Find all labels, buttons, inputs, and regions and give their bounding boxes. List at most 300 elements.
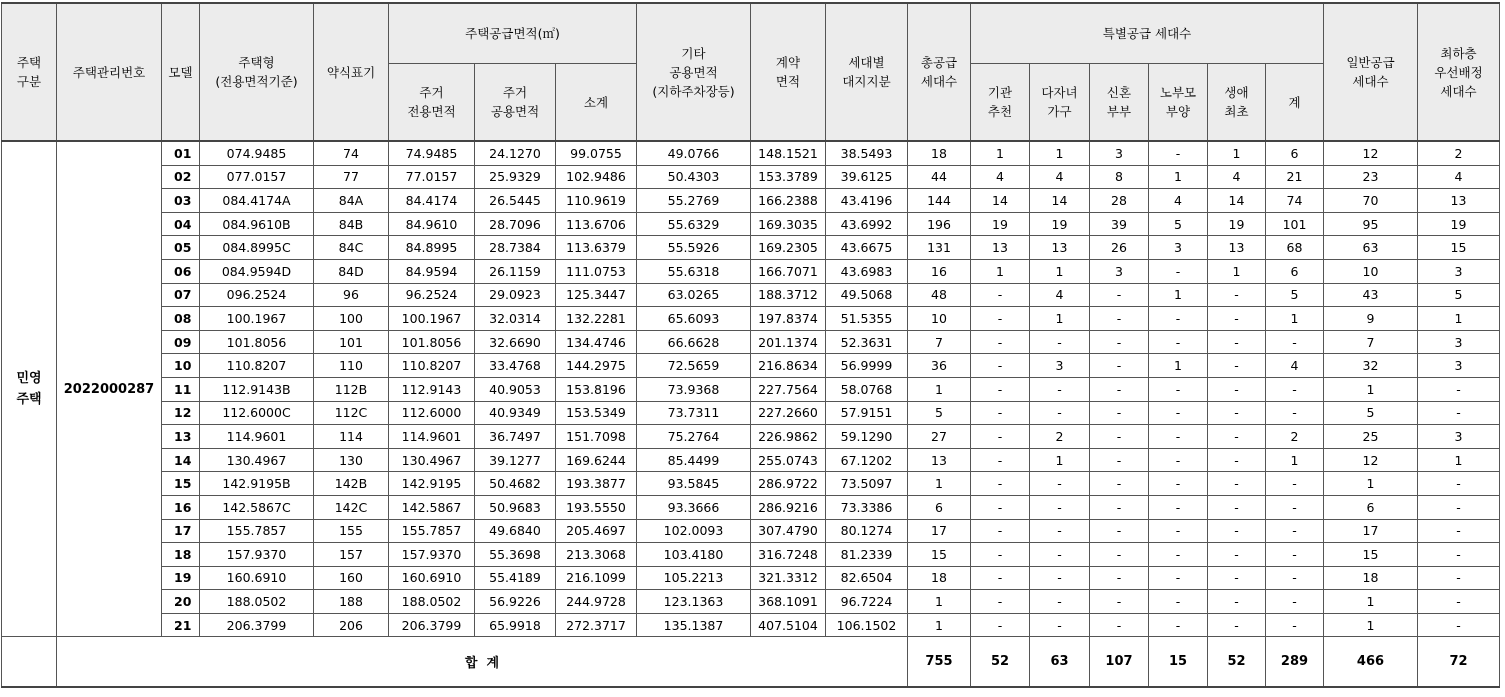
cell-general-supply: 1 <box>1324 613 1418 637</box>
cell-first-life: 19 <box>1208 212 1266 236</box>
table-row <box>2 259 1500 283</box>
cell-first-life: - <box>1208 495 1266 519</box>
cell-institution: 19 <box>971 212 1030 236</box>
cell-exclusive-area: 160.6910 <box>389 566 475 590</box>
cell-institution: - <box>971 543 1030 567</box>
cell-type: 074.9485 <box>200 141 314 165</box>
cell-newlywed: - <box>1090 590 1149 614</box>
cell-general-supply: 1 <box>1324 472 1418 496</box>
cell-type: 142.9195B <box>200 472 314 496</box>
cell-abbr: 101 <box>314 330 389 354</box>
cell-elderly: - <box>1149 425 1208 449</box>
header-reg-no: 주택관리번호 <box>57 3 162 141</box>
cell-multi-child: 1 <box>1030 307 1090 331</box>
cell-institution: - <box>971 283 1030 307</box>
cell-subtotal: 153.5349 <box>556 401 637 425</box>
cell-contract-area: 166.7071 <box>751 259 826 283</box>
cell-institution: - <box>971 590 1030 614</box>
cell-institution: - <box>971 448 1030 472</box>
housing-group-cell <box>2 141 57 637</box>
cell-exclusive-area: 77.0157 <box>389 165 475 189</box>
cell-type: 084.9594D <box>200 259 314 283</box>
cell-total-supply: 13 <box>908 448 971 472</box>
cell-exclusive-area: 206.3799 <box>389 613 475 637</box>
cell-general-supply: 70 <box>1324 189 1418 213</box>
cell-multi-child: 3 <box>1030 354 1090 378</box>
cell-model: 03 <box>162 189 200 213</box>
total-multi-child: 63 <box>1030 637 1090 688</box>
cell-subtotal: 213.3068 <box>556 543 637 567</box>
cell-model: 20 <box>162 590 200 614</box>
cell-land-share: 96.7224 <box>826 590 908 614</box>
cell-institution: - <box>971 401 1030 425</box>
table-row <box>2 165 1500 189</box>
cell-land-share: 106.1502 <box>826 613 908 637</box>
cell-special-total: - <box>1266 519 1324 543</box>
cell-land-share: 43.6983 <box>826 259 908 283</box>
cell-lowest-floor: - <box>1418 377 1500 401</box>
cell-other-common: 105.2213 <box>637 566 751 590</box>
header-land-share: 세대별 대지지분 <box>826 3 908 141</box>
cell-multi-child: 4 <box>1030 165 1090 189</box>
cell-exclusive-area: 130.4967 <box>389 448 475 472</box>
cell-exclusive-area: 84.8995 <box>389 236 475 260</box>
housing-supply-table <box>1 2 1500 688</box>
cell-land-share: 80.1274 <box>826 519 908 543</box>
cell-special-total: - <box>1266 377 1324 401</box>
table-row <box>2 472 1500 496</box>
registration-number: 2022000287 <box>57 141 162 637</box>
cell-special-total: 4 <box>1266 354 1324 378</box>
cell-special-total: 74 <box>1266 189 1324 213</box>
cell-lowest-floor: - <box>1418 472 1500 496</box>
cell-total-supply: 196 <box>908 212 971 236</box>
cell-elderly: - <box>1149 566 1208 590</box>
header-newlywed: 신혼 부부 <box>1090 64 1149 142</box>
cell-newlywed: - <box>1090 330 1149 354</box>
cell-total-supply: 27 <box>908 425 971 449</box>
cell-general-supply: 95 <box>1324 212 1418 236</box>
cell-multi-child: - <box>1030 543 1090 567</box>
cell-special-total: - <box>1266 543 1324 567</box>
cell-contract-area: 166.2388 <box>751 189 826 213</box>
cell-total-supply: 15 <box>908 543 971 567</box>
cell-lowest-floor: 13 <box>1418 189 1500 213</box>
cell-general-supply: 12 <box>1324 448 1418 472</box>
cell-special-total: - <box>1266 590 1324 614</box>
header-first-life: 생애 최초 <box>1208 64 1266 142</box>
cell-general-supply: 17 <box>1324 519 1418 543</box>
cell-lowest-floor: 3 <box>1418 425 1500 449</box>
cell-newlywed: 26 <box>1090 236 1149 260</box>
table-row <box>2 354 1500 378</box>
cell-lowest-floor: 1 <box>1418 448 1500 472</box>
cell-elderly: 5 <box>1149 212 1208 236</box>
cell-contract-area: 197.8374 <box>751 307 826 331</box>
cell-type: 155.7857 <box>200 519 314 543</box>
cell-abbr: 110 <box>314 354 389 378</box>
cell-first-life: - <box>1208 283 1266 307</box>
cell-multi-child: - <box>1030 377 1090 401</box>
cell-newlywed: 8 <box>1090 165 1149 189</box>
cell-type: 096.2524 <box>200 283 314 307</box>
cell-contract-area: 227.7564 <box>751 377 826 401</box>
cell-lowest-floor: - <box>1418 566 1500 590</box>
cell-land-share: 56.9999 <box>826 354 908 378</box>
cell-type: 130.4967 <box>200 448 314 472</box>
cell-elderly: - <box>1149 141 1208 165</box>
cell-exclusive-area: 112.9143 <box>389 377 475 401</box>
cell-first-life: 1 <box>1208 259 1266 283</box>
cell-subtotal: 113.6706 <box>556 212 637 236</box>
cell-elderly: 1 <box>1149 165 1208 189</box>
cell-abbr: 84B <box>314 212 389 236</box>
table-row <box>2 377 1500 401</box>
cell-special-total: 1 <box>1266 307 1324 331</box>
cell-land-share: 58.0768 <box>826 377 908 401</box>
table-row <box>2 590 1500 614</box>
cell-elderly: - <box>1149 613 1208 637</box>
cell-common-area: 32.6690 <box>475 330 556 354</box>
cell-multi-child: 4 <box>1030 283 1090 307</box>
cell-land-share: 82.6504 <box>826 566 908 590</box>
table-row <box>2 401 1500 425</box>
cell-subtotal: 244.9728 <box>556 590 637 614</box>
cell-newlywed: - <box>1090 307 1149 331</box>
cell-model: 13 <box>162 425 200 449</box>
total-newlywed: 107 <box>1090 637 1149 688</box>
cell-institution: - <box>971 613 1030 637</box>
table-row <box>2 425 1500 449</box>
cell-institution: - <box>971 519 1030 543</box>
cell-special-total: - <box>1266 566 1324 590</box>
cell-model: 09 <box>162 330 200 354</box>
table-row <box>2 613 1500 637</box>
cell-exclusive-area: 101.8056 <box>389 330 475 354</box>
cell-institution: - <box>971 354 1030 378</box>
cell-multi-child: - <box>1030 566 1090 590</box>
header-lowest-floor: 최하층 우선배정 세대수 <box>1418 3 1500 141</box>
cell-model: 11 <box>162 377 200 401</box>
cell-lowest-floor: - <box>1418 590 1500 614</box>
cell-general-supply: 23 <box>1324 165 1418 189</box>
cell-elderly: - <box>1149 495 1208 519</box>
cell-abbr: 155 <box>314 519 389 543</box>
cell-general-supply: 63 <box>1324 236 1418 260</box>
cell-contract-area: 201.1374 <box>751 330 826 354</box>
cell-lowest-floor: - <box>1418 401 1500 425</box>
cell-abbr: 114 <box>314 425 389 449</box>
cell-first-life: - <box>1208 377 1266 401</box>
cell-land-share: 57.9151 <box>826 401 908 425</box>
cell-lowest-floor: - <box>1418 519 1500 543</box>
header-elderly: 노부모 부양 <box>1149 64 1208 142</box>
cell-multi-child: 1 <box>1030 141 1090 165</box>
cell-common-area: 24.1270 <box>475 141 556 165</box>
cell-newlywed: - <box>1090 448 1149 472</box>
cell-exclusive-area: 142.5867 <box>389 495 475 519</box>
table-row <box>2 283 1500 307</box>
cell-elderly: - <box>1149 330 1208 354</box>
cell-contract-area: 368.1091 <box>751 590 826 614</box>
cell-first-life: 1 <box>1208 141 1266 165</box>
cell-contract-area: 148.1521 <box>751 141 826 165</box>
cell-contract-area: 407.5104 <box>751 613 826 637</box>
cell-elderly: 3 <box>1149 236 1208 260</box>
cell-total-supply: 1 <box>908 613 971 637</box>
cell-institution: - <box>971 495 1030 519</box>
cell-multi-child: 14 <box>1030 189 1090 213</box>
cell-model: 16 <box>162 495 200 519</box>
cell-newlywed: - <box>1090 283 1149 307</box>
cell-other-common: 55.6318 <box>637 259 751 283</box>
cell-elderly: 4 <box>1149 189 1208 213</box>
cell-common-area: 50.4682 <box>475 472 556 496</box>
cell-institution: 4 <box>971 165 1030 189</box>
cell-other-common: 135.1387 <box>637 613 751 637</box>
cell-model: 18 <box>162 543 200 567</box>
cell-exclusive-area: 84.9610 <box>389 212 475 236</box>
table-row <box>2 236 1500 260</box>
cell-abbr: 142C <box>314 495 389 519</box>
cell-type: 112.9143B <box>200 377 314 401</box>
cell-other-common: 65.6093 <box>637 307 751 331</box>
cell-type: 077.0157 <box>200 165 314 189</box>
cell-contract-area: 227.2660 <box>751 401 826 425</box>
cell-elderly: - <box>1149 543 1208 567</box>
cell-type: 112.6000C <box>200 401 314 425</box>
total-special-total: 289 <box>1266 637 1324 688</box>
cell-total-supply: 48 <box>908 283 971 307</box>
cell-type: 084.4174A <box>200 189 314 213</box>
cell-first-life: - <box>1208 425 1266 449</box>
cell-lowest-floor: 3 <box>1418 354 1500 378</box>
cell-contract-area: 286.9216 <box>751 495 826 519</box>
total-lowest-floor: 72 <box>1418 637 1500 688</box>
cell-general-supply: 7 <box>1324 330 1418 354</box>
cell-first-life: - <box>1208 472 1266 496</box>
cell-other-common: 123.1363 <box>637 590 751 614</box>
cell-other-common: 103.4180 <box>637 543 751 567</box>
cell-special-total: 5 <box>1266 283 1324 307</box>
cell-total-supply: 144 <box>908 189 971 213</box>
cell-general-supply: 43 <box>1324 283 1418 307</box>
cell-special-total: 1 <box>1266 448 1324 472</box>
cell-exclusive-area: 96.2524 <box>389 283 475 307</box>
cell-total-supply: 7 <box>908 330 971 354</box>
cell-elderly: - <box>1149 472 1208 496</box>
cell-general-supply: 18 <box>1324 566 1418 590</box>
cell-institution: 1 <box>971 259 1030 283</box>
cell-model: 19 <box>162 566 200 590</box>
cell-land-share: 67.1202 <box>826 448 908 472</box>
table-row <box>2 141 1500 165</box>
cell-subtotal: 193.5550 <box>556 495 637 519</box>
cell-common-area: 40.9349 <box>475 401 556 425</box>
table-row <box>2 307 1500 331</box>
cell-newlywed: 3 <box>1090 259 1149 283</box>
cell-multi-child: 19 <box>1030 212 1090 236</box>
cell-type: 114.9601 <box>200 425 314 449</box>
cell-total-supply: 17 <box>908 519 971 543</box>
cell-special-total: - <box>1266 401 1324 425</box>
cell-exclusive-area: 112.6000 <box>389 401 475 425</box>
cell-total-supply: 44 <box>908 165 971 189</box>
cell-special-total: - <box>1266 330 1324 354</box>
cell-total-supply: 36 <box>908 354 971 378</box>
cell-other-common: 85.4499 <box>637 448 751 472</box>
cell-newlywed: - <box>1090 377 1149 401</box>
cell-elderly: - <box>1149 519 1208 543</box>
cell-other-common: 72.5659 <box>637 354 751 378</box>
cell-type: 110.8207 <box>200 354 314 378</box>
cell-total-supply: 16 <box>908 259 971 283</box>
cell-lowest-floor: 1 <box>1418 307 1500 331</box>
cell-type: 160.6910 <box>200 566 314 590</box>
cell-model: 15 <box>162 472 200 496</box>
table-row <box>2 543 1500 567</box>
table-row <box>2 330 1500 354</box>
cell-newlywed: - <box>1090 543 1149 567</box>
cell-type: 084.8995C <box>200 236 314 260</box>
total-elderly: 15 <box>1149 637 1208 688</box>
cell-newlywed: - <box>1090 519 1149 543</box>
cell-other-common: 93.3666 <box>637 495 751 519</box>
cell-common-area: 32.0314 <box>475 307 556 331</box>
cell-subtotal: 99.0755 <box>556 141 637 165</box>
cell-common-area: 28.7096 <box>475 212 556 236</box>
cell-institution: - <box>971 307 1030 331</box>
header-multi-child: 다자녀 가구 <box>1030 64 1090 142</box>
cell-general-supply: 32 <box>1324 354 1418 378</box>
cell-subtotal: 193.3877 <box>556 472 637 496</box>
cell-abbr: 188 <box>314 590 389 614</box>
cell-newlywed: 28 <box>1090 189 1149 213</box>
header-special-total: 계 <box>1266 64 1324 142</box>
total-label: 합 계 <box>57 637 908 688</box>
cell-total-supply: 18 <box>908 141 971 165</box>
cell-subtotal: 205.4697 <box>556 519 637 543</box>
cell-abbr: 112C <box>314 401 389 425</box>
cell-common-area: 50.9683 <box>475 495 556 519</box>
header-contract: 계약 면적 <box>751 3 826 141</box>
cell-institution: 14 <box>971 189 1030 213</box>
total-row <box>2 637 1500 688</box>
cell-common-area: 49.6840 <box>475 519 556 543</box>
cell-type: 084.9610B <box>200 212 314 236</box>
cell-newlywed: - <box>1090 613 1149 637</box>
cell-land-share: 49.5068 <box>826 283 908 307</box>
cell-general-supply: 15 <box>1324 543 1418 567</box>
cell-elderly: - <box>1149 401 1208 425</box>
cell-newlywed: - <box>1090 495 1149 519</box>
housing-group-label: 민영 주택 <box>16 371 42 408</box>
cell-contract-area: 286.9722 <box>751 472 826 496</box>
cell-common-area: 29.0923 <box>475 283 556 307</box>
cell-land-share: 73.3386 <box>826 495 908 519</box>
cell-first-life: - <box>1208 613 1266 637</box>
cell-general-supply: 1 <box>1324 377 1418 401</box>
cell-first-life: - <box>1208 401 1266 425</box>
cell-abbr: 160 <box>314 566 389 590</box>
cell-lowest-floor: - <box>1418 543 1500 567</box>
cell-other-common: 73.9368 <box>637 377 751 401</box>
cell-newlywed: 3 <box>1090 141 1149 165</box>
cell-lowest-floor: - <box>1418 613 1500 637</box>
header-total-supply: 총공급 세대수 <box>908 3 971 141</box>
cell-first-life: 4 <box>1208 165 1266 189</box>
cell-special-total: - <box>1266 472 1324 496</box>
cell-total-supply: 131 <box>908 236 971 260</box>
cell-other-common: 49.0766 <box>637 141 751 165</box>
cell-common-area: 25.9329 <box>475 165 556 189</box>
cell-institution: - <box>971 377 1030 401</box>
cell-total-supply: 1 <box>908 590 971 614</box>
cell-subtotal: 110.9619 <box>556 189 637 213</box>
cell-common-area: 28.7384 <box>475 236 556 260</box>
cell-abbr: 112B <box>314 377 389 401</box>
cell-type: 206.3799 <box>200 613 314 637</box>
cell-common-area: 26.5445 <box>475 189 556 213</box>
cell-first-life: - <box>1208 448 1266 472</box>
cell-elderly: - <box>1149 590 1208 614</box>
cell-first-life: - <box>1208 307 1266 331</box>
cell-land-share: 43.6675 <box>826 236 908 260</box>
cell-multi-child: - <box>1030 613 1090 637</box>
cell-lowest-floor: 3 <box>1418 259 1500 283</box>
table-row <box>2 189 1500 213</box>
cell-abbr: 96 <box>314 283 389 307</box>
cell-common-area: 65.9918 <box>475 613 556 637</box>
cell-multi-child: - <box>1030 590 1090 614</box>
cell-land-share: 39.6125 <box>826 165 908 189</box>
cell-lowest-floor: 2 <box>1418 141 1500 165</box>
cell-lowest-floor: - <box>1418 495 1500 519</box>
cell-land-share: 51.5355 <box>826 307 908 331</box>
cell-contract-area: 226.9862 <box>751 425 826 449</box>
cell-contract-area: 255.0743 <box>751 448 826 472</box>
header-abbr: 약식표기 <box>314 3 389 141</box>
cell-exclusive-area: 74.9485 <box>389 141 475 165</box>
cell-other-common: 63.0265 <box>637 283 751 307</box>
cell-model: 14 <box>162 448 200 472</box>
cell-abbr: 142B <box>314 472 389 496</box>
cell-general-supply: 12 <box>1324 141 1418 165</box>
header-exclusive-area: 주거 전용면적 <box>389 64 475 142</box>
header-special-supply: 특별공급 세대수 <box>971 3 1324 64</box>
cell-land-share: 43.4196 <box>826 189 908 213</box>
cell-elderly: 1 <box>1149 283 1208 307</box>
cell-elderly: 1 <box>1149 354 1208 378</box>
cell-newlywed: - <box>1090 354 1149 378</box>
cell-abbr: 84A <box>314 189 389 213</box>
table-row <box>2 519 1500 543</box>
cell-general-supply: 9 <box>1324 307 1418 331</box>
cell-other-common: 50.4303 <box>637 165 751 189</box>
cell-elderly: - <box>1149 448 1208 472</box>
cell-newlywed: 39 <box>1090 212 1149 236</box>
cell-contract-area: 316.7248 <box>751 543 826 567</box>
cell-multi-child: 1 <box>1030 259 1090 283</box>
cell-institution: 13 <box>971 236 1030 260</box>
cell-other-common: 75.2764 <box>637 425 751 449</box>
cell-model: 04 <box>162 212 200 236</box>
cell-subtotal: 134.4746 <box>556 330 637 354</box>
header-model: 모델 <box>162 3 200 141</box>
cell-abbr: 100 <box>314 307 389 331</box>
cell-first-life: 13 <box>1208 236 1266 260</box>
cell-model: 12 <box>162 401 200 425</box>
